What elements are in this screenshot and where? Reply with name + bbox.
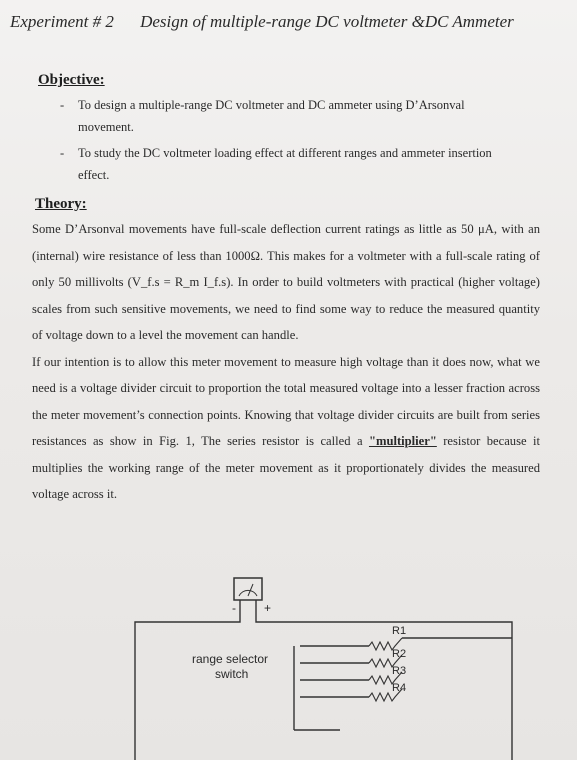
meter-minus-label: - [232, 601, 236, 615]
theory-paragraph-1: Some D’Arsonval movements have full-scale deflection current ratings as little as 50 μA, with an (internal) wire resistance of less than 1000Ω. This makes for a voltmeter with a full-scale rating of only 50 millivolts (V_f.s = R_m I_f.s). In order to build voltmeters with practical (higher voltage) scales from such sensitive movements, we need to find some way to reduce the measured quantity of voltage down to a level the movement can handle. [32, 222, 540, 342]
meter-icon [234, 578, 262, 600]
circuit-wires [135, 600, 512, 760]
list-dash: - [60, 146, 65, 160]
switch-label: switch [215, 667, 249, 681]
theory-paragraph-2-end: resistor because it multiplies the working range of the meter movement as it proportionately divides the measured voltage across it. [32, 434, 540, 501]
objective-item [60, 142, 520, 186]
objective-item [60, 94, 520, 138]
theory-paragraph-2 [32, 349, 540, 508]
list-dash: - [60, 98, 65, 112]
theory-heading: Theory: [35, 196, 87, 212]
theory-paragraph-2-text: If our intention is to allow this meter movement to measure high voltage than it does now, what we need is a voltage divider circuit to proportion the total measured voltage into a lesser fraction across the meter movement’s connection points. Knowing that voltage divider circuits are built from series resistances as show in Fig. 1, The series resistor is called a [32, 354, 540, 448]
resistor-label-r1: R1 [392, 625, 407, 637]
range-selector-label: range selector [192, 652, 269, 666]
multiplier-term: "multiplier" [368, 434, 437, 448]
objective-heading: Objective: [38, 72, 105, 88]
experiment-number: Experiment # 2 [10, 12, 114, 31]
voltmeter-circuit-diagram [0, 560, 577, 760]
objective-list [60, 94, 520, 190]
meter-plus-label: + [264, 601, 272, 615]
resistor-label-r2: R2 [392, 648, 407, 660]
theory-body [32, 216, 540, 508]
resistor-label-r3: R3 [392, 665, 407, 677]
experiment-title: Design of multiple-range DC voltmeter &DC Ammeter [140, 12, 514, 31]
objective-text: To study the DC voltmeter loading effect at different ranges and ammeter insertion effect. [78, 146, 492, 182]
objective-text: To design a multiple-range DC voltmeter and DC ammeter using D’Arsonval movement. [78, 98, 465, 134]
page-header [10, 12, 573, 32]
resistor-label-r4: R4 [392, 682, 407, 694]
